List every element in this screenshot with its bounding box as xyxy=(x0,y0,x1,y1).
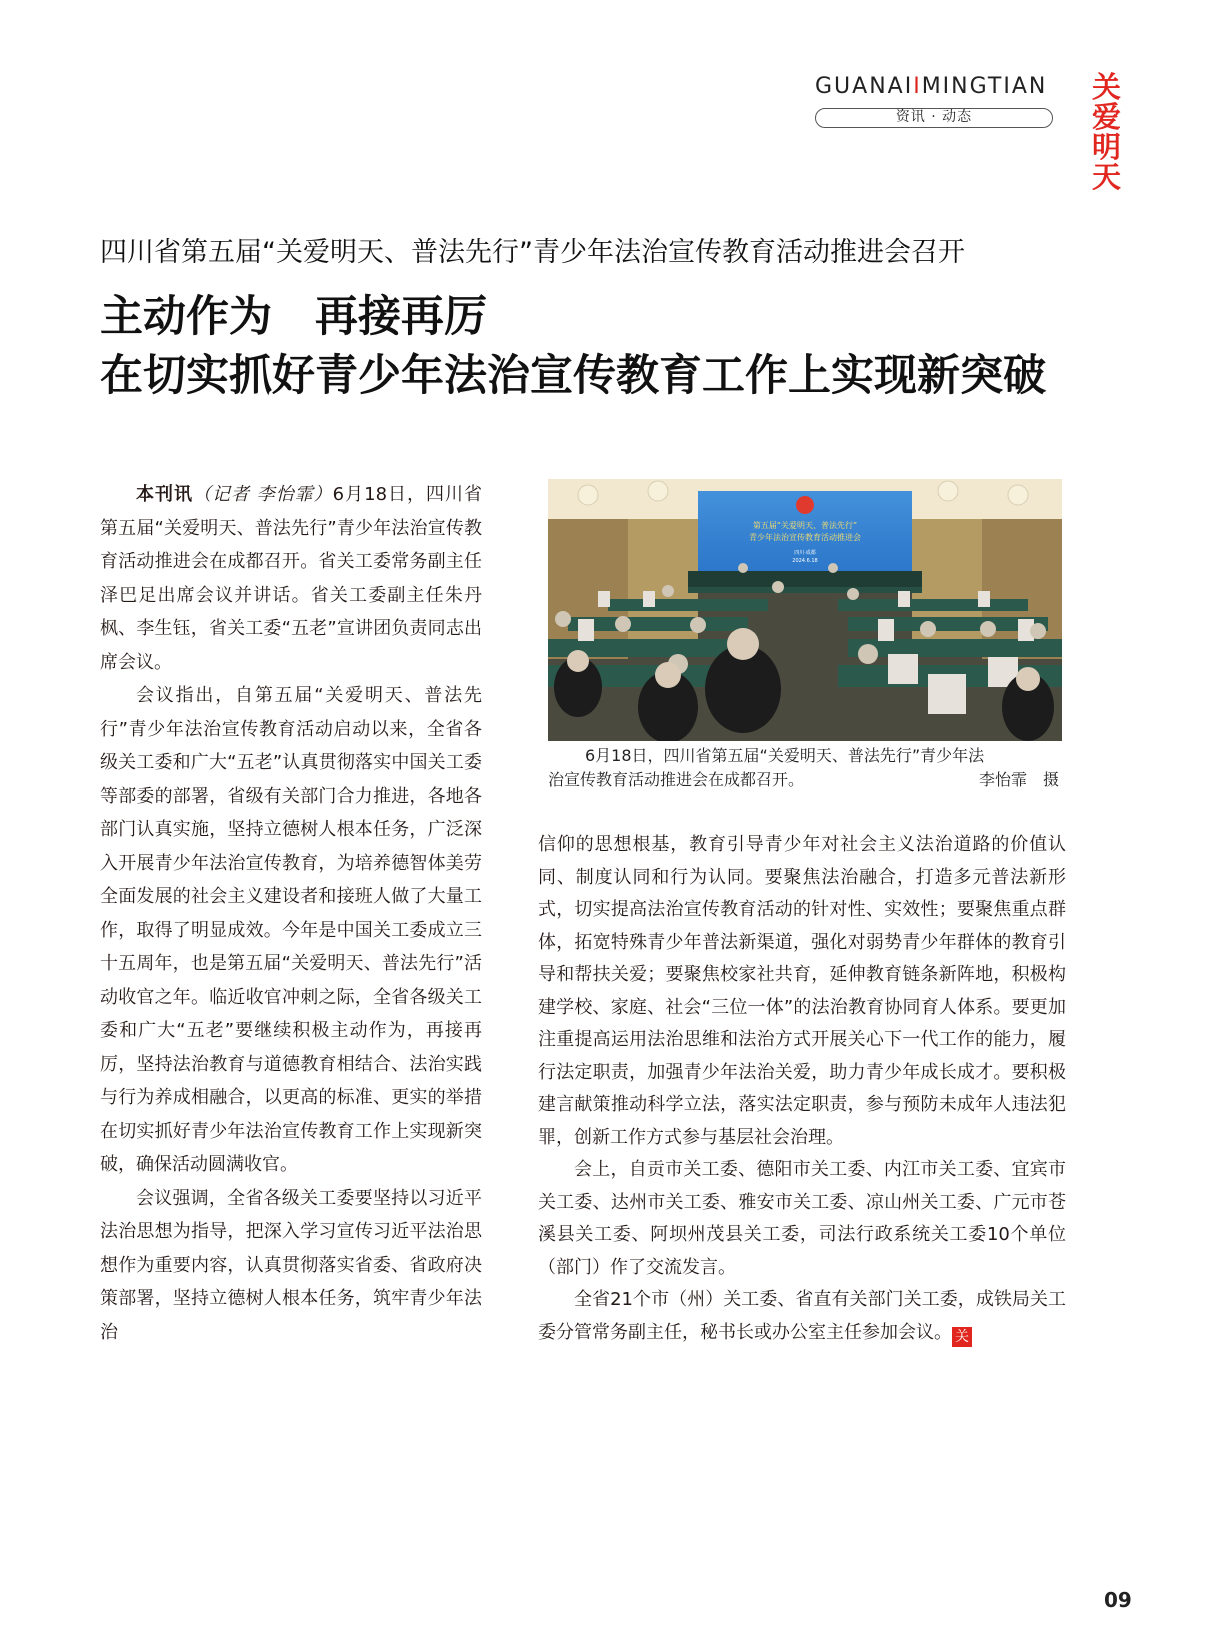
article-subtitle: 四川省第五届“关爱明天、普法先行”青少年法治宣传教育活动推进会召开 xyxy=(100,237,965,268)
article-column-left xyxy=(100,478,482,1349)
brand-name-right: MINGTIAN xyxy=(921,74,1048,99)
paragraph-2: 会议指出，自第五届“关爱明天、普法先行”青少年法治宣传教育活动启动以来，全省各级关工委和广大“五老”认真贯彻落实中国关工委等部委的部署，省级有关部门合力推进，各地各部门认真实施，坚持立德树人根本任务，广泛深入开展青少年法治宣传教育，为培养德智体美劳全面发展的社会主义建设者和接班人做了大量工作，取得了明显成效。今年是中国关工委成立三十五周年，也是第五届“关爱明天、普法先行”活动收官之年。临近收官冲刺之际，全省各级关工委和广大“五老”要继续积极主动作为，再接再厉，坚持法治教育与道德教育相结合、法治实践与行为养成相融合，以更高的标准、更实的举措在切实抓好青少年法治宣传教育工作上实现新突破，确保活动圆满收官。 xyxy=(100,685,482,1175)
paragraph-3-start: 会议强调，全省各级关工委要坚持以习近平法治思想为指导，把深入学习宣传习近平法治思想作为重要内容，认真贯彻落实省委、省政府决策部署，坚持立德树人根本任务，筑牢青少年法治 xyxy=(100,1187,482,1343)
paragraph-1 xyxy=(100,478,482,679)
paragraph-5-text: 全省21个市（州）关工委、省直有关部门关工委，成铁局关工委分管常务副主任，秘书长或办公室主任参加会议。 xyxy=(538,1289,1066,1343)
paragraph-5 xyxy=(538,1284,1066,1349)
caption-line-2: 治宣传教育活动推进会在成都召开。 xyxy=(548,770,805,789)
magazine-logo xyxy=(1092,72,1140,192)
brand-english-name xyxy=(815,74,1047,99)
brand-separator: I xyxy=(913,74,922,99)
meeting-photo-illustration xyxy=(548,479,1062,741)
photo-caption xyxy=(548,744,1062,792)
caption-line-1: 6月18日，四川省第五届“关爱明天、普法先行”青少年法 xyxy=(585,746,985,765)
paragraph-1-text: 6月18日，四川省第五届“关爱明天、普法先行”青少年法治宣传教育活动推进会在成都召开。省关工委常务副主任泽巴足出席会议并讲话。省关工委副主任朱丹枫、李生钰，省关工委“五老”宣讲团负责同志出席会议。 xyxy=(100,484,482,673)
logo-line-1: 关爱 xyxy=(1092,70,1122,134)
section-label: 资讯 · 动态 xyxy=(815,108,1053,128)
brand-name-left: GUANAI xyxy=(815,74,914,99)
caption-line-2-row xyxy=(548,768,1062,792)
logo-line-2: 明天 xyxy=(1092,130,1122,194)
magazine-brand xyxy=(815,70,1090,130)
screen-text-4: 2024.6.18 xyxy=(792,558,818,564)
byline: （记者 李怡霏） xyxy=(192,484,333,505)
screen-text-2: 青少年法治宣传教育活动推进会 xyxy=(749,533,861,542)
article-title-line-1: 主动作为 再接再厉 xyxy=(100,292,487,342)
article-column-right xyxy=(538,829,1066,1349)
end-mark-icon: 关 xyxy=(952,1327,972,1347)
page-number: 09 xyxy=(1104,1588,1132,1612)
article-title-line-2: 在切实抓好青少年法治宣传教育工作上实现新突破 xyxy=(100,351,1046,401)
meeting-photo xyxy=(548,479,1062,741)
paragraph-3-continued: 信仰的思想根基，教育引导青少年对社会主义法治道路的价值认同、制度认同和行为认同。要聚焦法治融合，打造多元普法新形式，切实提高法治宣传教育活动的针对性、实效性；要聚焦重点群体，拓宽特殊青少年普法新渠道，强化对弱势青少年群体的教育引导和帮扶关爱；要聚焦校家社共育，延伸教育链条新阵地，积极构建学校、家庭、社会“三位一体”的法治教育协同育人体系。要更加注重提高运用法治思维和法治方式开展关心下一代工作的能力，履行法定职责，加强青少年法治关爱，助力青少年成长成才。要积极建言献策推动科学立法，落实法定职责，参与预防未成年人违法犯罪，创新工作方式参与基层社会治理。 xyxy=(538,834,1066,1148)
screen-text-1: 第五届“关爱明天、普法先行” xyxy=(752,521,858,530)
lead-label: 本刊讯 xyxy=(136,484,193,505)
screen-text-3: 四川·成都 xyxy=(794,550,816,556)
photo-credit: 李怡霏 摄 xyxy=(978,770,1059,789)
paragraph-4: 会上，自贡市关工委、德阳市关工委、内江市关工委、宜宾市关工委、达州市关工委、雅安市关工委、凉山州关工委、广元市苍溪县关工委、阿坝州茂县关工委，司法行政系统关工委10个单位（部门）作了交流发言。 xyxy=(538,1159,1066,1278)
